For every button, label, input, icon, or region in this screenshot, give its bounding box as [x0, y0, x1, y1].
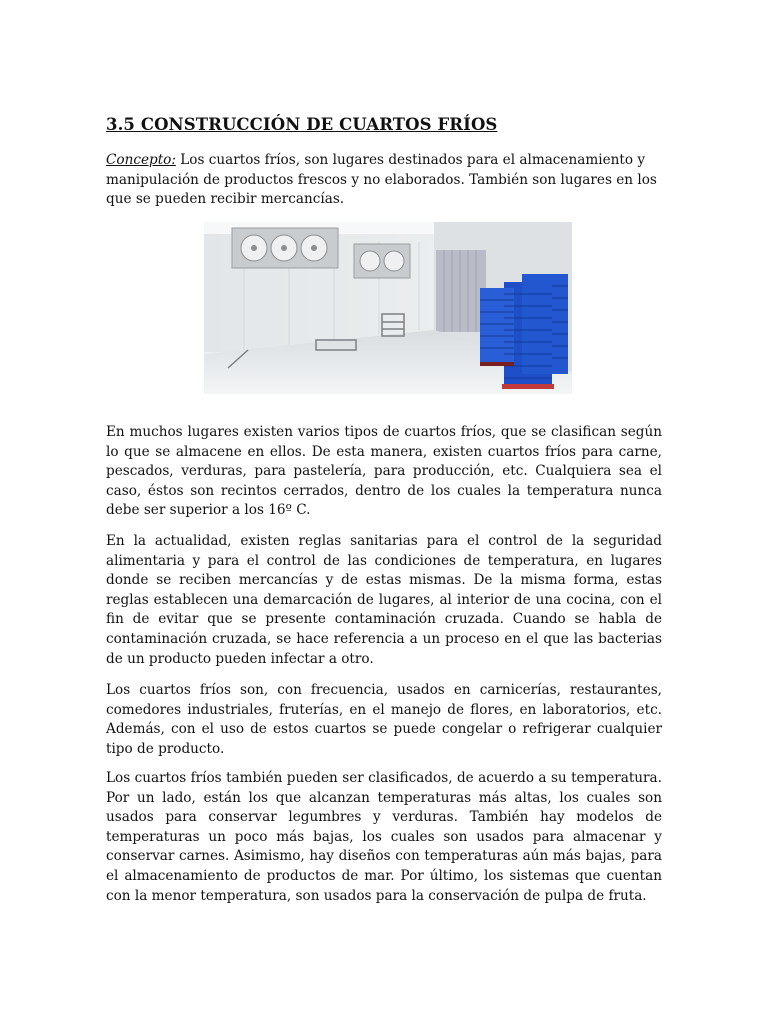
- paragraph: Los cuartos fríos son, con frecuencia, usados en carnicerías, restaurantes, comedores industriales, fruterías, en el manejo de flores, en laboratorios, etc. Además, con el uso de estos cuartos se puede congelar o refrigerar cualquier tipo de producto.: [106, 682, 662, 757]
- paragraph: Los cuartos fríos también pueden ser clasificados, de acuerdo a su temperatura. Por un lado, están los que alcanzan temperaturas más altas, los cuales son usados para conservar legumbres y verduras. También hay modelos de temperaturas un poco más bajas, los cuales son usados para almacenar y conservar carnes. Asimismo, hay diseños con temperaturas aún más bajas, para el almacenamiento de productos de mar. Por último, los sistemas que cuentan con la menor temperatura, son usados para la conservación de pulpa de fruta.: [106, 770, 662, 904]
- evaporator-unit-icon: [232, 228, 338, 268]
- section-heading: 3.5 CONSTRUCCIÓN DE CUARTOS FRÍOS: [106, 115, 498, 134]
- paragraph: En muchos lugares existen varios tipos de cuartos fríos, que se clasifican según lo que se almacene en ellos. De esta manera, existen cuartos fríos para carne, pescados, verduras, para pastelería, para producción, etc. Cualquiera sea el caso, éstos son recintos cerrados, dentro de los cuales la temperatura nunca debe ser superior a los 16º C.: [106, 424, 662, 519]
- cold-room-photo: [204, 222, 572, 394]
- concept-paragraph: [106, 151, 662, 210]
- paragraph: En la actualidad, existen reglas sanitarias para el control de la seguridad alimentaria y para el control de las condiciones de temperatura, en lugares donde se reciben mercancías y de estas mismas. De la misma forma, estas reglas establecen una demarcación de lugares, al interior de una cocina, con el fin de evitar que se presente contaminación cruzada. Cuando se habla de contaminación cruzada, se hace referencia a un proceso en el que las bacterias de un producto pueden infectar a otro.: [106, 533, 662, 667]
- concept-label: Concepto:: [106, 152, 176, 168]
- concept-text: Los cuartos fríos, son lugares destinados para el almacenamiento y manipulación de productos frescos y no elaborados. También son lugares en los que se pueden recibir mercancías.: [106, 152, 657, 208]
